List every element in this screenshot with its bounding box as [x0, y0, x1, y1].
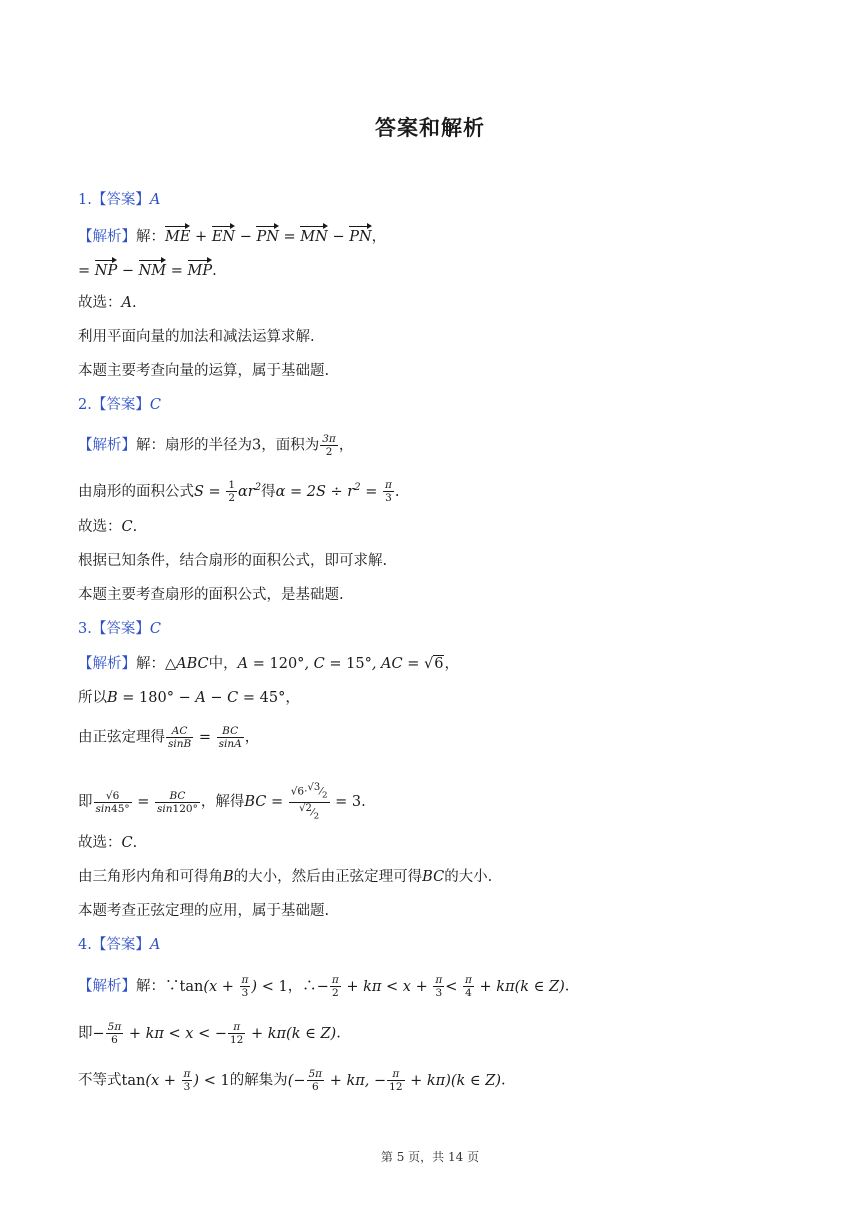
q4-solution-label: 的解集为 — [229, 1072, 288, 1089]
q3-analysis-label: 【解析】 — [78, 656, 136, 672]
q4-analysis-line: 【解析】解：∵tan(x + $\frac{\pi}{3}$ ) < 1，∴− $\frac{\pi}{2}$ + kπ < x + $\frac{\pi}{3}$ < $\frac{\pi}{4}$ + kπ(k ∈ Z). — [78, 974, 570, 999]
q4-answer-line — [78, 935, 160, 955]
q3-suoyi: 所以 — [78, 690, 107, 706]
q1-analysis-line: 【解析】解：ME + EN − PN = MN − PN， — [78, 225, 386, 247]
q2-method: 根据已知条件，结合扇形的面积公式，即可求解. — [78, 553, 388, 569]
q3-zhong: 中， — [208, 656, 238, 672]
q3-method: 由三角形内角和可得角B的大小，然后由正弦定理可得BC的大小. — [78, 869, 493, 885]
q3-sine-law-line: 由正弦定理得 $\frac{AC}{\sin B}$ = $\frac{BC}{\sin A}$ ， — [78, 725, 260, 750]
q4-jie: 解：∵ — [136, 978, 180, 995]
q3-sine-law-prefix: 由正弦定理得 — [78, 729, 165, 746]
q4-interval-line: 即− $\frac{5\pi}{6}$ + kπ < x < − $\frac{\pi}{12}$ + kπ(k ∈ Z). — [78, 1021, 341, 1046]
q3-answer-value: C — [149, 621, 161, 637]
q3-given: A = 120°, C = 15°, AC = √6 — [237, 656, 444, 672]
q1-answer-value: A — [149, 192, 161, 208]
q3-solve-line: 即 $\frac{√6}{\sin 45^\circ}$ = $\frac{BC}{\sin 120^\circ}$ ，解得BC = $\frac{√6\cdot^{√3}⁄_2}{^{√2}⁄_2}$ = 3. — [78, 782, 366, 822]
q3-ji: 即 — [78, 794, 93, 811]
q4-budengshi: 不等式 — [78, 1072, 122, 1089]
q3-choose-label: 故选： — [78, 835, 122, 851]
page-title: 答案和解析 — [375, 116, 485, 140]
q2-formula: S = $\frac{1}{2}$ $\alpha r^2$ — [194, 479, 262, 505]
q3-choose-value: C — [121, 835, 133, 851]
q3-jiede: ，解得 — [200, 794, 245, 811]
q3-angle-line: 所以B = 180° − A − C = 45°， — [78, 690, 300, 706]
q1-choose-line: 故选：A. — [78, 295, 137, 311]
q2-choose-line: 故选：C. — [78, 519, 138, 535]
q3-comment: 本题考查正弦定理的应用，属于基础题. — [78, 903, 330, 919]
q2-comment: 本题主要考查扇形的面积公式，是基础题. — [78, 587, 344, 603]
q4-analysis-label: 【解析】 — [78, 978, 136, 995]
q2-formula-line: 由扇形的面积公式S = $\frac{1}{2}$ $\alpha r^2$得$\alpha = 2S \div r^2$ = $\frac{\pi}{3}$ . — [78, 479, 400, 505]
q4-ji: 即 — [78, 1025, 93, 1042]
q2-jie: 解：扇形的半径为3，面积为 — [136, 437, 320, 454]
q1-comment: 本题主要考查向量的运算，属于基础题. — [78, 363, 330, 379]
q2-formula-prefix: 由扇形的面积公式 — [78, 483, 194, 500]
q1-answer-label: 1.【答案】 — [78, 192, 150, 208]
q1-answer-line — [78, 190, 160, 210]
q2-analysis-label: 【解析】 — [78, 437, 136, 454]
q3-choose-line: 故选：C. — [78, 835, 138, 851]
q3-answer-label: 3.【答案】 — [78, 621, 150, 637]
q2-analysis-line: 【解析】解：扇形的半径为3，面积为 $\frac{3\pi}{2}$ ， — [78, 433, 354, 458]
q3-analysis-line: 【解析】解：△ABC中，A = 120°, C = 15°, AC = √6， — [78, 656, 459, 672]
q4-answer-label: 4.【答案】 — [78, 937, 150, 953]
q1-jie: 解： — [136, 229, 165, 245]
q1-method: 利用平面向量的加法和减法运算求解. — [78, 329, 315, 345]
triangle-symbol: △ — [165, 656, 177, 672]
page-footer: 第 5 页，共 14 页 — [380, 1150, 480, 1164]
q2-area-fraction: $\frac{3\pi}{2}$ — [322, 433, 336, 458]
q2-answer-value: C — [149, 397, 161, 413]
q3-answer-line — [78, 619, 161, 639]
q1-formula-1: ME + EN − PN = MN − PN — [165, 229, 372, 245]
q1-analysis-label: 【解析】 — [78, 229, 136, 245]
q4-therefore: ，∴ — [287, 978, 317, 995]
q1-step-line: = NP − NM = MP. — [78, 259, 217, 281]
q2-formula-de: 得 — [261, 483, 276, 500]
q1-choose-label: 故选： — [78, 295, 122, 311]
q3-jie: 解： — [136, 656, 165, 672]
q2-result: $\alpha = 2S \div r^2$ = $\frac{\pi}{3}$ — [275, 479, 392, 505]
q1-equals: = — [78, 263, 91, 279]
q4-answer-value: A — [149, 937, 161, 953]
q2-answer-line — [78, 395, 161, 415]
q1-formula-2: NP − NM = MP — [95, 263, 212, 279]
q2-answer-label: 2.【答案】 — [78, 397, 150, 413]
q2-choose-value: C — [121, 519, 133, 535]
q4-solution-line: 不等式tan(x + $\frac{\pi}{3}$ ) < 1的解集为(− $\frac{5\pi}{6}$ + kπ, − $\frac{\pi}{12}$ + kπ)(k ∈ Z). — [78, 1068, 506, 1093]
q1-choose-value: A — [121, 295, 132, 311]
q3-angle-formula: B = 180° − A − C = 45° — [107, 690, 286, 706]
q2-choose-label: 故选： — [78, 519, 122, 535]
